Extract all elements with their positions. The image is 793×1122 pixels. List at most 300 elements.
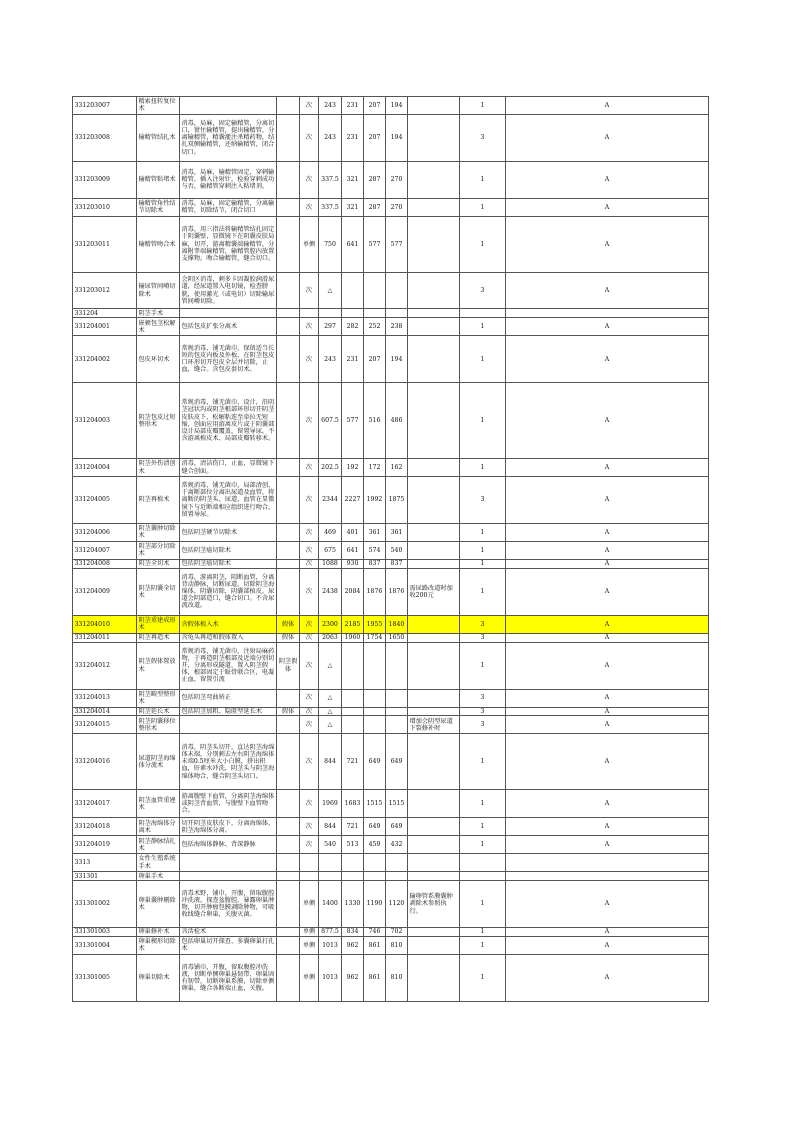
grade-cell: 1 xyxy=(460,559,506,568)
price-level1-cell: 675 xyxy=(319,541,342,559)
price-level3-cell xyxy=(364,642,386,689)
price-level2-cell xyxy=(342,642,364,689)
table-row xyxy=(73,633,709,642)
table-row xyxy=(73,559,709,568)
price-level3-cell: 837 xyxy=(364,559,386,568)
item-content-cell: 消毒铺巾，开腹，留取腹腔冲洗液，切断单侧卵巢悬韧带、卵巢固有韧带，切断卵巢系膜，切除单侧卵巢，缝合各断端止血，关腹。 xyxy=(180,954,277,1001)
grade-cell: 1 xyxy=(460,936,506,954)
price-level4-cell: 1515 xyxy=(386,790,408,818)
note-cell: 输卵管系膜囊肿剥除术参照执行。 xyxy=(408,881,460,928)
table-row xyxy=(73,881,709,928)
item-code-cell: 331204 xyxy=(73,309,137,318)
item-name-cell: 输精管吻合术 xyxy=(137,216,180,272)
item-name-cell: 输精管角性结节切除术 xyxy=(137,198,180,216)
price-level1-cell xyxy=(319,309,342,318)
price-level2-cell: 231 xyxy=(342,97,364,115)
price-level4-cell: 194 xyxy=(386,336,408,383)
price-level4-cell xyxy=(386,707,408,716)
unit-cell: 次 xyxy=(300,198,319,216)
note-cell xyxy=(408,114,460,161)
price-level3-cell xyxy=(364,272,386,309)
item-name-cell: 阴茎海绵体分离术 xyxy=(137,818,180,836)
note-cell xyxy=(408,642,460,689)
price-level2-cell: 834 xyxy=(342,927,364,936)
price-level4-cell: 194 xyxy=(386,114,408,161)
item-content-cell: 消毒，局麻，固定输精管，分离输精管，切除结节，闭合切口 xyxy=(180,198,277,216)
item-content-cell xyxy=(180,872,277,881)
price-level3-cell: 1515 xyxy=(364,790,386,818)
item-name-cell: 尿道阴茎海绵体分流术 xyxy=(137,734,180,790)
item-content-cell: 包括阴茎硬节切除术 xyxy=(180,523,277,541)
unit-cell: 次 xyxy=(300,114,319,161)
category-cell: A xyxy=(506,477,709,524)
price-level2-cell: 321 xyxy=(342,198,364,216)
grade-cell: 3 xyxy=(460,272,506,309)
item-name-cell: 阴茎再植术 xyxy=(137,477,180,524)
unit-cell: 次 xyxy=(300,836,319,854)
price-level2-cell xyxy=(342,272,364,309)
exclusion-cell xyxy=(277,383,300,459)
category-cell: A xyxy=(506,881,709,928)
price-level3-cell: 1876 xyxy=(364,568,386,615)
exclusion-cell xyxy=(277,568,300,615)
price-level2-cell xyxy=(342,689,364,707)
item-name-cell: 卵巢切除术 xyxy=(137,954,180,1001)
exclusion-cell xyxy=(277,927,300,936)
item-content-cell: 消毒，用三指法将输精管结扎固定于阴囊壁，显微镜下在阴囊皮肤局麻，切开，游离精囊端输精管，分离附睾端输精管，输精管腔内放置支撑物，吻合输精管，缝合切口。 xyxy=(180,216,277,272)
price-level4-cell xyxy=(386,689,408,707)
grade-cell: 1 xyxy=(460,523,506,541)
item-content-cell xyxy=(180,716,277,734)
price-level1-cell: △ xyxy=(319,707,342,716)
grade-cell: 1 xyxy=(460,927,506,936)
price-level3-cell xyxy=(364,872,386,881)
price-level4-cell: 270 xyxy=(386,198,408,216)
category-cell: A xyxy=(506,541,709,559)
table-row xyxy=(73,97,709,115)
note-cell xyxy=(408,818,460,836)
price-level3-cell: 516 xyxy=(364,383,386,459)
grade-cell: 1 xyxy=(460,97,506,115)
price-level4-cell: 540 xyxy=(386,541,408,559)
table-row xyxy=(73,198,709,216)
price-level4-cell: 702 xyxy=(386,927,408,936)
table-row xyxy=(73,477,709,524)
note-cell xyxy=(408,954,460,1001)
item-code-cell: 3313 xyxy=(73,854,137,872)
category-cell: A xyxy=(506,707,709,716)
grade-cell: 1 xyxy=(460,836,506,854)
unit-cell: 次 xyxy=(300,523,319,541)
item-name-cell: 精索扭转复位术 xyxy=(137,97,180,115)
price-level4-cell: 810 xyxy=(386,954,408,1001)
item-code-cell: 331203010 xyxy=(73,198,137,216)
note-cell xyxy=(408,836,460,854)
price-level4-cell xyxy=(386,642,408,689)
item-code-cell: 331204011 xyxy=(73,633,137,642)
item-code-cell: 331204018 xyxy=(73,818,137,836)
item-code-cell: 331301002 xyxy=(73,881,137,928)
price-level1-cell: 469 xyxy=(319,523,342,541)
note-cell xyxy=(408,383,460,459)
grade-cell xyxy=(460,309,506,318)
price-level4-cell: 1876 xyxy=(386,568,408,615)
item-name-cell: 阴茎重建成形术 xyxy=(137,615,180,633)
item-name-cell: 阴茎延长术 xyxy=(137,707,180,716)
price-level1-cell: 540 xyxy=(319,836,342,854)
item-code-cell: 331301005 xyxy=(73,954,137,1001)
table-row xyxy=(73,818,709,836)
exclusion-cell: 假体 xyxy=(277,707,300,716)
item-code-cell: 331301003 xyxy=(73,927,137,936)
note-cell xyxy=(408,872,460,881)
price-table xyxy=(72,96,709,1002)
price-level3-cell: 861 xyxy=(364,954,386,1001)
price-level1-cell: 2063 xyxy=(319,633,342,642)
item-name-cell: 阴茎假体置放术 xyxy=(137,642,180,689)
exclusion-cell xyxy=(277,836,300,854)
item-content-cell: 含龟头再造和假体置入 xyxy=(180,633,277,642)
table-row xyxy=(73,272,709,309)
item-name-cell: 阴茎手术 xyxy=(137,309,180,318)
category-cell: A xyxy=(506,734,709,790)
grade-cell: 1 xyxy=(460,541,506,559)
price-level2-cell: 513 xyxy=(342,836,364,854)
item-name-cell: 输尿管间嵴切除术 xyxy=(137,272,180,309)
price-level1-cell: 750 xyxy=(319,216,342,272)
item-name-cell: 包皮环切术 xyxy=(137,336,180,383)
price-level2-cell: 962 xyxy=(342,936,364,954)
grade-cell: 1 xyxy=(460,790,506,818)
exclusion-cell: 假体 xyxy=(277,615,300,633)
grade-cell: 1 xyxy=(460,198,506,216)
item-name-cell: 阴茎部分切除术 xyxy=(137,541,180,559)
price-level3-cell: 649 xyxy=(364,734,386,790)
unit-cell: 单侧 xyxy=(300,881,319,928)
note-cell xyxy=(408,272,460,309)
item-content-cell: 包括阴茎癌切除术 xyxy=(180,559,277,568)
note-cell xyxy=(408,523,460,541)
exclusion-cell xyxy=(277,161,300,198)
price-level3-cell xyxy=(364,716,386,734)
price-level2-cell: 2185 xyxy=(342,615,364,633)
exclusion-cell xyxy=(277,97,300,115)
note-cell xyxy=(408,309,460,318)
grade-cell: 1 xyxy=(460,318,506,336)
price-level4-cell: 361 xyxy=(386,523,408,541)
exclusion-cell xyxy=(277,954,300,1001)
grade-cell: 1 xyxy=(460,216,506,272)
item-content-cell: 切开阴茎皮肤皮下，分离海绵体，阴茎海绵体分离。 xyxy=(180,818,277,836)
price-level4-cell: 162 xyxy=(386,459,408,477)
category-cell: A xyxy=(506,383,709,459)
grade-cell: 1 xyxy=(460,642,506,689)
item-content-cell: 消毒术野，铺巾，开腹，留取腹腔冲洗液，探查盆腹腔，暴露卵巢肿物，切开肿瘤包膜剥除肿物，可吸收线缝合卵巢，关腹灭菌。 xyxy=(180,881,277,928)
unit-cell: 次 xyxy=(300,272,319,309)
exclusion-cell: 阴茎假体 xyxy=(277,642,300,689)
price-level3-cell xyxy=(364,689,386,707)
note-cell xyxy=(408,936,460,954)
price-level3-cell: 574 xyxy=(364,541,386,559)
item-content-cell: 包括阴茎加粗、隐匿型延长术 xyxy=(180,707,277,716)
grade-cell: 1 xyxy=(460,161,506,198)
note-cell xyxy=(408,854,460,872)
unit-cell: 次 xyxy=(300,615,319,633)
price-level2-cell: 1330 xyxy=(342,881,364,928)
price-level4-cell: 1840 xyxy=(386,615,408,633)
item-content-cell: 含假体植入术 xyxy=(180,615,277,633)
item-name-cell: 卵巢楔形切除术 xyxy=(137,936,180,954)
category-cell: A xyxy=(506,954,709,1001)
price-level4-cell: 649 xyxy=(386,818,408,836)
price-level1-cell: 2438 xyxy=(319,568,342,615)
grade-cell: 1 xyxy=(460,734,506,790)
table-row xyxy=(73,836,709,854)
note-cell xyxy=(408,198,460,216)
category-cell: A xyxy=(506,272,709,309)
category-cell xyxy=(506,854,709,872)
table-row xyxy=(73,927,709,936)
grade-cell: 1 xyxy=(460,383,506,459)
item-content-cell: 含活检术 xyxy=(180,927,277,936)
unit-cell: 单侧 xyxy=(300,954,319,1001)
table-row xyxy=(73,716,709,734)
unit-cell: 次 xyxy=(300,161,319,198)
item-content-cell: 消毒，局麻，输精管固定，穿刺输精管，插入注射针，检验穿刺成功与否，输精管穿刺注入粘堵剂。 xyxy=(180,161,277,198)
price-level2-cell: 577 xyxy=(342,383,364,459)
price-level3-cell xyxy=(364,707,386,716)
exclusion-cell xyxy=(277,523,300,541)
exclusion-cell xyxy=(277,818,300,836)
table-row xyxy=(73,161,709,198)
item-name-cell: 阴茎畸型整形术 xyxy=(137,689,180,707)
price-level1-cell xyxy=(319,872,342,881)
category-cell: A xyxy=(506,615,709,633)
category-cell xyxy=(506,309,709,318)
grade-cell: 3 xyxy=(460,707,506,716)
price-level2-cell: 641 xyxy=(342,541,364,559)
price-level4-cell: 1875 xyxy=(386,477,408,524)
price-level4-cell: 270 xyxy=(386,161,408,198)
price-level1-cell: 844 xyxy=(319,818,342,836)
category-cell: A xyxy=(506,568,709,615)
price-level1-cell: 1013 xyxy=(319,954,342,1001)
unit-cell: 单侧 xyxy=(300,216,319,272)
table-row xyxy=(73,523,709,541)
category-cell: A xyxy=(506,790,709,818)
item-content-cell: 会阴区消毒，刺多卡因凝胶润滑尿道，经尿道置入电切镜，检查膀胱，使用激光（或电切）切除输尿管间嵴切除。 xyxy=(180,272,277,309)
item-content-cell: 消毒，游离阴茎，阻断血管，分离背动静脉，切断尿道，切除阴茎海绵体，阴囊切除，阴囊部植皮，尿道会阴部造口，缝合切口。不含尿流改道。 xyxy=(180,568,277,615)
price-level2-cell: 1683 xyxy=(342,790,364,818)
item-code-cell: 331204009 xyxy=(73,568,137,615)
price-level4-cell: 1120 xyxy=(386,881,408,928)
note-cell xyxy=(408,318,460,336)
price-level4-cell: 486 xyxy=(386,383,408,459)
category-cell: A xyxy=(506,836,709,854)
unit-cell: 次 xyxy=(300,734,319,790)
price-level4-cell xyxy=(386,309,408,318)
unit-cell: 次 xyxy=(300,689,319,707)
table-row xyxy=(73,568,709,615)
price-level3-cell: 287 xyxy=(364,161,386,198)
grade-cell xyxy=(460,854,506,872)
unit-cell: 单侧 xyxy=(300,927,319,936)
grade-cell: 3 xyxy=(460,716,506,734)
exclusion-cell xyxy=(277,541,300,559)
grade-cell: 1 xyxy=(460,459,506,477)
price-level3-cell: 207 xyxy=(364,114,386,161)
note-cell xyxy=(408,559,460,568)
note-cell xyxy=(408,161,460,198)
item-code-cell: 331204019 xyxy=(73,836,137,854)
unit-cell: 单侧 xyxy=(300,936,319,954)
table-row xyxy=(73,318,709,336)
price-level1-cell: 243 xyxy=(319,97,342,115)
unit-cell: 次 xyxy=(300,459,319,477)
category-cell: A xyxy=(506,927,709,936)
item-code-cell: 331301 xyxy=(73,872,137,881)
table-row xyxy=(73,336,709,383)
price-level1-cell: 202.5 xyxy=(319,459,342,477)
item-code-cell: 331204016 xyxy=(73,734,137,790)
item-code-cell: 331204005 xyxy=(73,477,137,524)
exclusion-cell xyxy=(277,881,300,928)
price-level3-cell: 252 xyxy=(364,318,386,336)
unit-cell: 次 xyxy=(300,477,319,524)
item-code-cell: 331204001 xyxy=(73,318,137,336)
price-level4-cell xyxy=(386,854,408,872)
price-level2-cell: 721 xyxy=(342,818,364,836)
category-cell: A xyxy=(506,689,709,707)
table-row xyxy=(73,216,709,272)
table-row xyxy=(73,459,709,477)
price-level4-cell xyxy=(386,872,408,881)
item-content-cell xyxy=(180,854,277,872)
table-row xyxy=(73,707,709,716)
grade-cell: 3 xyxy=(460,615,506,633)
price-level1-cell: 1088 xyxy=(319,559,342,568)
item-code-cell: 331204017 xyxy=(73,790,137,818)
price-level3-cell: 577 xyxy=(364,216,386,272)
grade-cell: 1 xyxy=(460,818,506,836)
unit-cell: 次 xyxy=(300,383,319,459)
price-level1-cell: 1969 xyxy=(319,790,342,818)
price-level1-cell: △ xyxy=(319,642,342,689)
grade-cell: 3 xyxy=(460,689,506,707)
price-level4-cell: 432 xyxy=(386,836,408,854)
note-cell xyxy=(408,336,460,383)
price-level4-cell: 238 xyxy=(386,318,408,336)
price-level3-cell: 459 xyxy=(364,836,386,854)
price-level1-cell: 297 xyxy=(319,318,342,336)
category-cell: A xyxy=(506,633,709,642)
table-row xyxy=(73,936,709,954)
category-cell: A xyxy=(506,161,709,198)
item-name-cell: 阴茎全切术 xyxy=(137,559,180,568)
table-row xyxy=(73,854,709,872)
category-cell: A xyxy=(506,818,709,836)
price-level2-cell: 192 xyxy=(342,459,364,477)
item-code-cell: 331204010 xyxy=(73,615,137,633)
exclusion-cell xyxy=(277,459,300,477)
price-level1-cell: 607.5 xyxy=(319,383,342,459)
grade-cell: 3 xyxy=(460,114,506,161)
price-level3-cell: 861 xyxy=(364,936,386,954)
table-row xyxy=(73,790,709,818)
category-cell xyxy=(506,872,709,881)
price-level3-cell: 207 xyxy=(364,97,386,115)
price-level2-cell xyxy=(342,309,364,318)
price-level4-cell: 837 xyxy=(386,559,408,568)
exclusion-cell xyxy=(277,559,300,568)
grade-cell: 1 xyxy=(460,881,506,928)
exclusion-cell xyxy=(277,114,300,161)
unit-cell: 次 xyxy=(300,336,319,383)
price-level3-cell: 287 xyxy=(364,198,386,216)
price-level1-cell: 1400 xyxy=(319,881,342,928)
item-code-cell: 331203011 xyxy=(73,216,137,272)
price-level3-cell: 172 xyxy=(364,459,386,477)
item-code-cell: 331204014 xyxy=(73,707,137,716)
unit-cell: 次 xyxy=(300,716,319,734)
price-level2-cell: 231 xyxy=(342,336,364,383)
item-code-cell: 331301004 xyxy=(73,936,137,954)
exclusion-cell xyxy=(277,336,300,383)
exclusion-cell: 假体 xyxy=(277,633,300,642)
price-level3-cell: 1190 xyxy=(364,881,386,928)
item-content-cell: 常规消毒，铺无菌巾，设计，沿阴茎冠状沟或阴茎根部环形切开阴茎皮肤皮下，松解粘连至牵拉无短缩，创面应用游离皮片或于阴囊部设计局部皮瓣覆盖，留置导尿。不含游离植皮术、局部皮瓣转移术。 xyxy=(180,383,277,459)
note-cell xyxy=(408,707,460,716)
table-row xyxy=(73,954,709,1001)
unit-cell: 次 xyxy=(300,818,319,836)
price-level1-cell: △ xyxy=(319,689,342,707)
item-name-cell: 阴茎阴囊全切术 xyxy=(137,568,180,615)
unit-cell xyxy=(300,309,319,318)
item-content-cell: 游离腹壁下血管，分离阴茎海绵体或阴茎背血管，与腹壁下血管吻合。 xyxy=(180,790,277,818)
exclusion-cell xyxy=(277,309,300,318)
item-code-cell: 331204013 xyxy=(73,689,137,707)
item-content-cell: 消毒，阴茎头切开，直达阴茎海绵体末端，分别刺去左右阴茎海绵体末端0.5厘米大小白膜，挤出积血，肝素水冲洗，阴茎头与阴茎海绵体吻合，缝合阴茎头切口。 xyxy=(180,734,277,790)
price-level2-cell: 401 xyxy=(342,523,364,541)
category-cell: A xyxy=(506,198,709,216)
price-level1-cell: △ xyxy=(319,272,342,309)
item-code-cell: 331204012 xyxy=(73,642,137,689)
grade-cell: 1 xyxy=(460,954,506,1001)
item-code-cell: 331204003 xyxy=(73,383,137,459)
price-level2-cell: 1960 xyxy=(342,633,364,642)
price-level4-cell: 194 xyxy=(386,97,408,115)
item-name-cell: 阴茎血管重建术 xyxy=(137,790,180,818)
grade-cell: 3 xyxy=(460,477,506,524)
price-level1-cell: △ xyxy=(319,716,342,734)
price-level2-cell: 282 xyxy=(342,318,364,336)
item-content-cell: 包括阴茎弯曲矫正 xyxy=(180,689,277,707)
note-cell xyxy=(408,459,460,477)
note-cell xyxy=(408,734,460,790)
category-cell: A xyxy=(506,216,709,272)
price-level3-cell: 1992 xyxy=(364,477,386,524)
price-level4-cell: 649 xyxy=(386,734,408,790)
item-content-cell: 常规消毒，铺无菌巾，保留适当长短的包皮内板及外板，在阴茎包皮口环形切开包皮全层并切除，止血，缝合。含包皮套切术。 xyxy=(180,336,277,383)
item-code-cell: 331203009 xyxy=(73,161,137,198)
exclusion-cell xyxy=(277,734,300,790)
table-row xyxy=(73,734,709,790)
category-cell: A xyxy=(506,318,709,336)
unit-cell: 次 xyxy=(300,633,319,642)
grade-cell xyxy=(460,872,506,881)
item-name-cell: 嵌顿包茎松解术 xyxy=(137,318,180,336)
note-cell xyxy=(408,689,460,707)
